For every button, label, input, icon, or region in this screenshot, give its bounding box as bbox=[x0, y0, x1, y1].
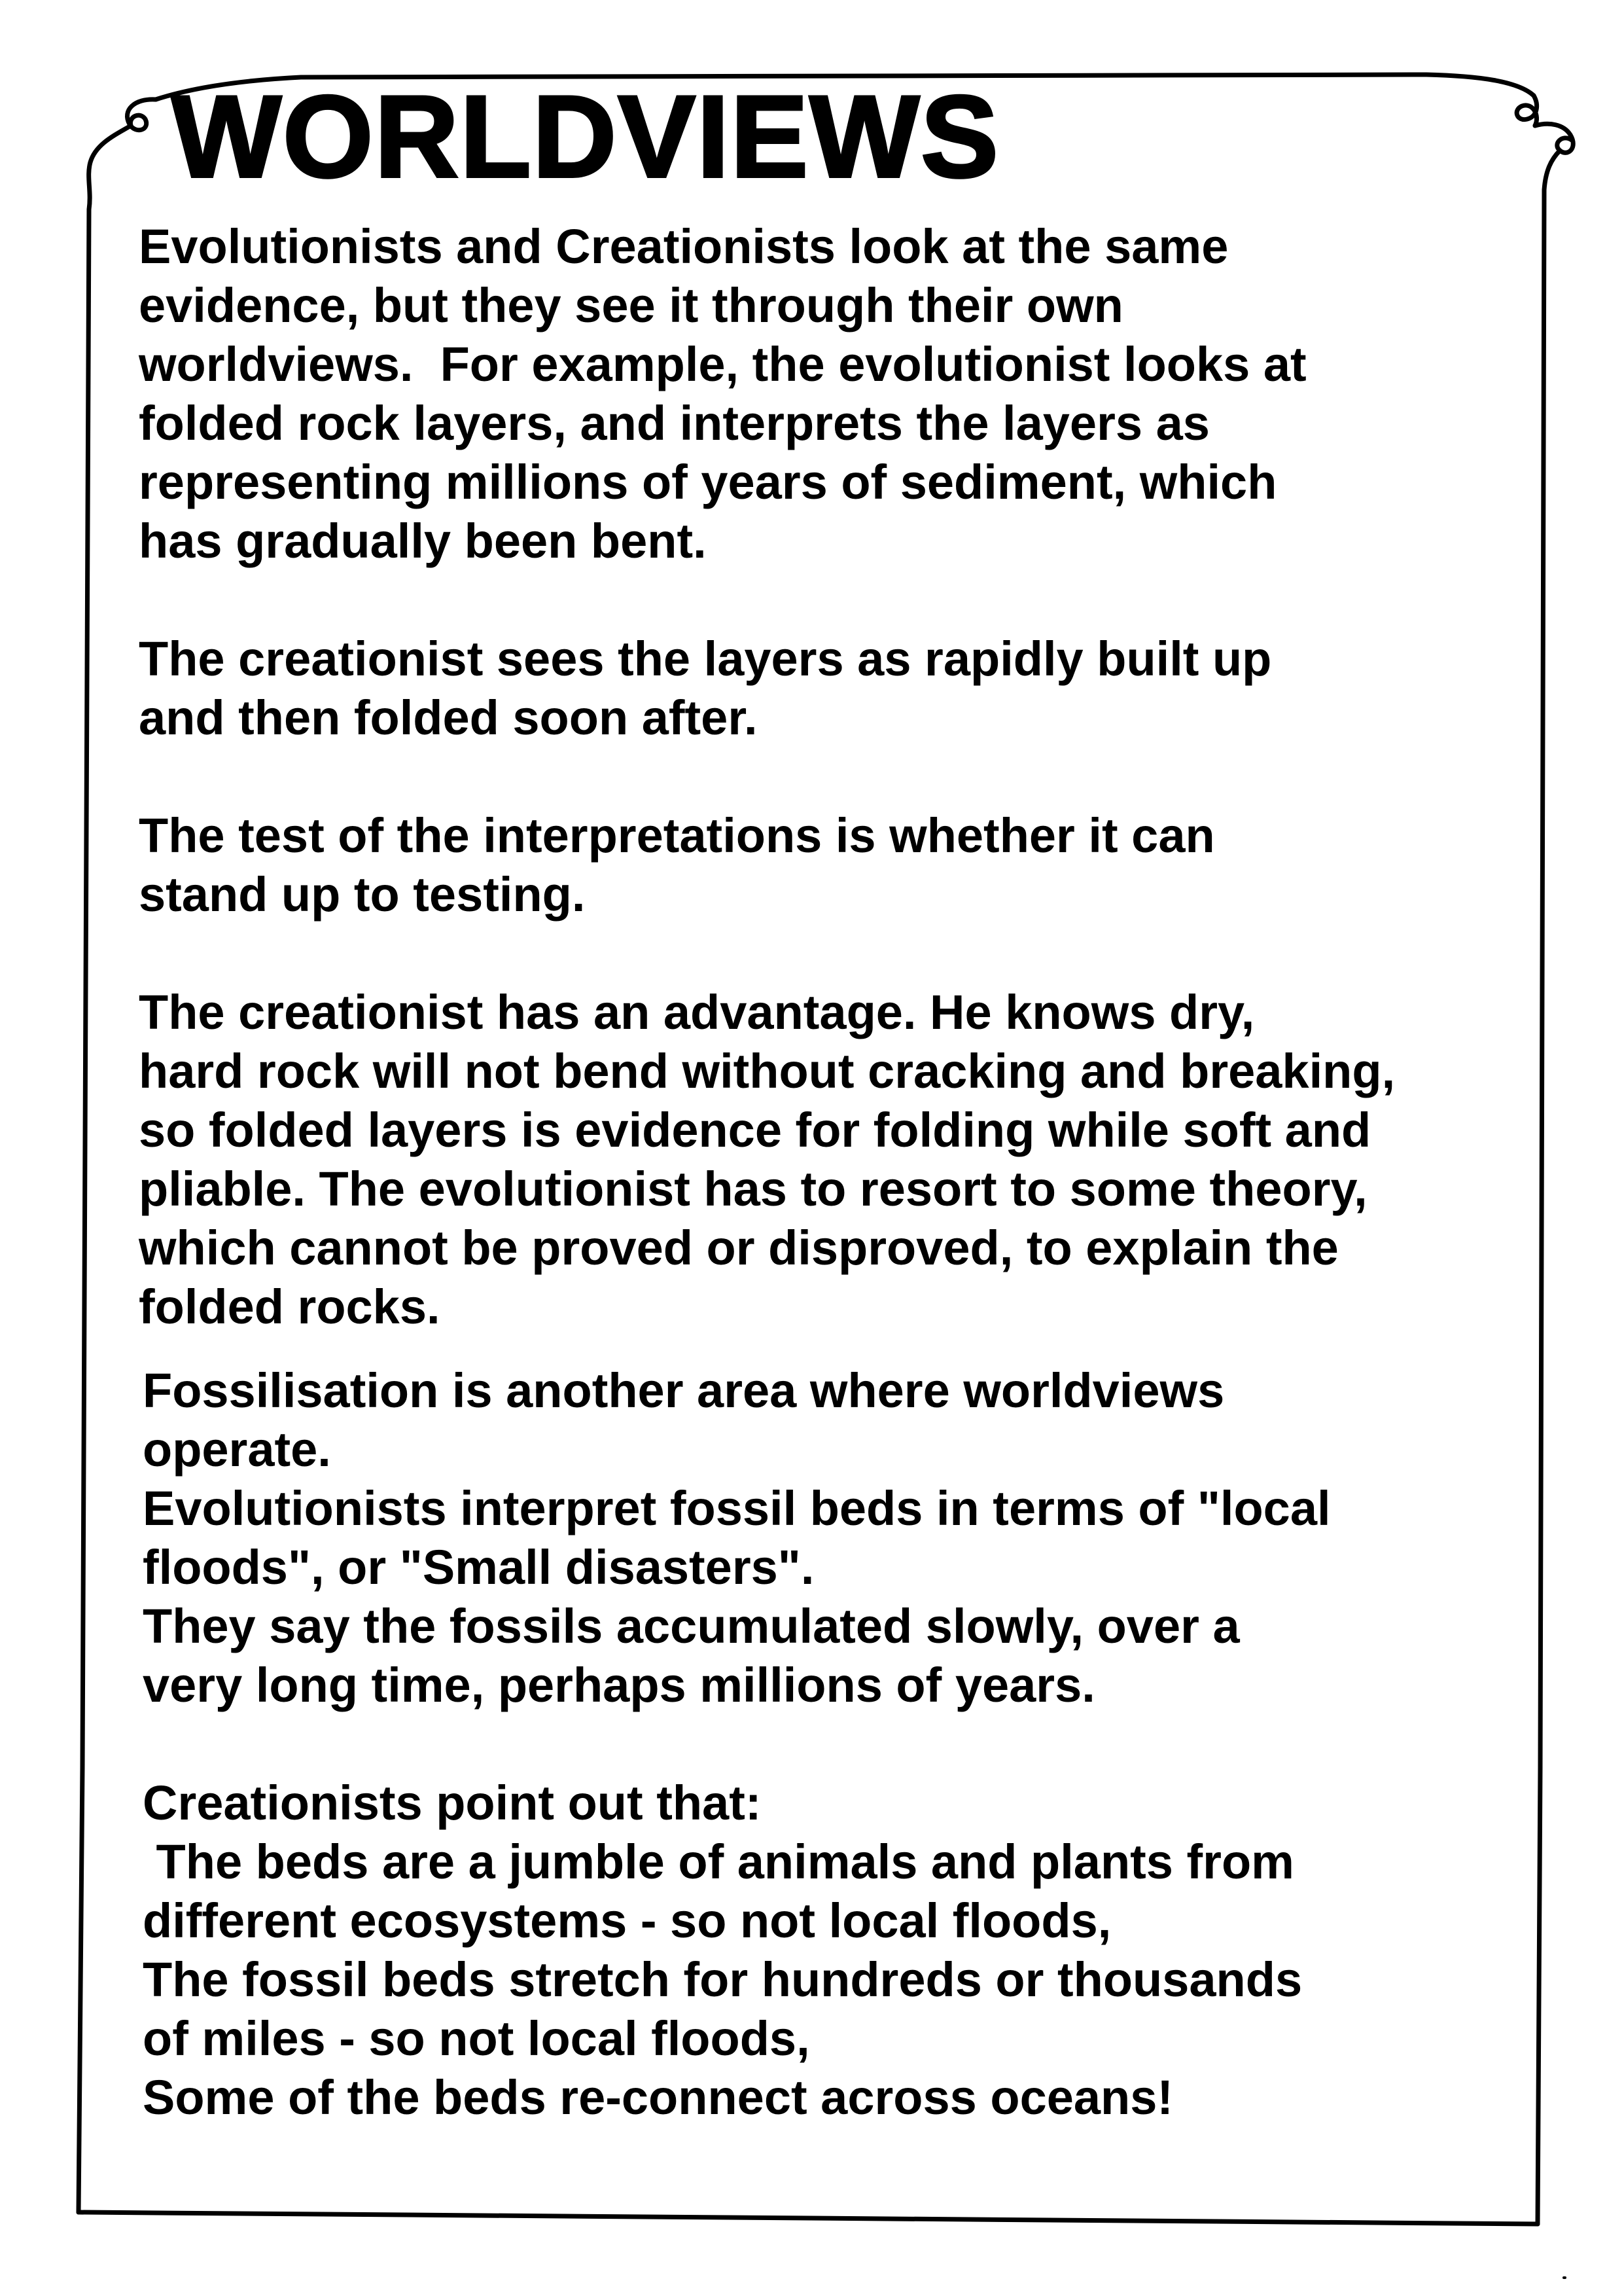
document-body bbox=[139, 217, 1532, 2186]
text-line: worldviews. For example, the evolutionist looks at bbox=[139, 337, 1307, 391]
text-line: representing millions of years of sediment, which bbox=[139, 455, 1277, 509]
text-line: and then folded soon after. bbox=[139, 691, 758, 745]
text-line: Evolutionists and Creationists look at the same bbox=[139, 219, 1229, 274]
text-line: The test of the interpretations is whether it can bbox=[139, 808, 1215, 863]
text-line: stand up to testing. bbox=[139, 867, 586, 922]
paragraph-worldviews-intro bbox=[139, 217, 1532, 571]
text-line: Evolutionists interpret fossil beds in terms of "local bbox=[143, 1481, 1331, 1535]
paragraph-creationist-view bbox=[139, 630, 1532, 747]
paragraph-test bbox=[139, 806, 1532, 924]
text-line: floods", or "Small disasters". bbox=[143, 1540, 815, 1594]
text-line: operate. bbox=[143, 1422, 331, 1477]
paragraph-fossilisation bbox=[139, 1361, 1532, 1715]
text-line: They say the fossils accumulated slowly, over a bbox=[143, 1599, 1240, 1653]
paragraph-creationist-points bbox=[139, 1774, 1532, 2127]
text-line: which cannot be proved or disproved, to explain the bbox=[139, 1221, 1339, 1275]
text-line: folded rocks. bbox=[139, 1280, 440, 1334]
text-line: hard rock will not bend without cracking and breaking, bbox=[139, 1044, 1396, 1098]
text-line: The creationist has an advantage. He knows dry, bbox=[139, 985, 1255, 1039]
text-line: folded rock layers, and interprets the layers as bbox=[139, 396, 1210, 450]
text-line: evidence, but they see it through their own bbox=[139, 278, 1123, 332]
text-line: pliable. The evolutionist has to resort to some theory, bbox=[139, 1162, 1368, 1216]
paragraph-advantage bbox=[139, 983, 1532, 1336]
text-line: has gradually been bent. bbox=[139, 514, 707, 568]
text-line: The fossil beds stretch for hundreds or thousands bbox=[143, 1952, 1303, 2007]
page-title: WORLDVIEWS bbox=[171, 71, 1000, 202]
text-line: Fossilisation is another area where worldviews bbox=[143, 1363, 1225, 1418]
text-line: The creationist sees the layers as rapidly built up bbox=[139, 632, 1272, 686]
text-line: so folded layers is evidence for folding while soft and bbox=[139, 1103, 1371, 1157]
text-line: Some of the beds re-connect across oceans! bbox=[143, 2070, 1174, 2125]
text-line: The beds are a jumble of animals and plants from bbox=[143, 1835, 1294, 1889]
text-line: very long time, perhaps millions of years. bbox=[143, 1658, 1095, 1712]
text-line: different ecosystems - so not local floods, bbox=[143, 1893, 1112, 1948]
text-line: of miles - so not local floods, bbox=[143, 2011, 810, 2066]
text-line: Creationists point out that: bbox=[143, 1776, 762, 1830]
stray-mark bbox=[1562, 2276, 1566, 2279]
